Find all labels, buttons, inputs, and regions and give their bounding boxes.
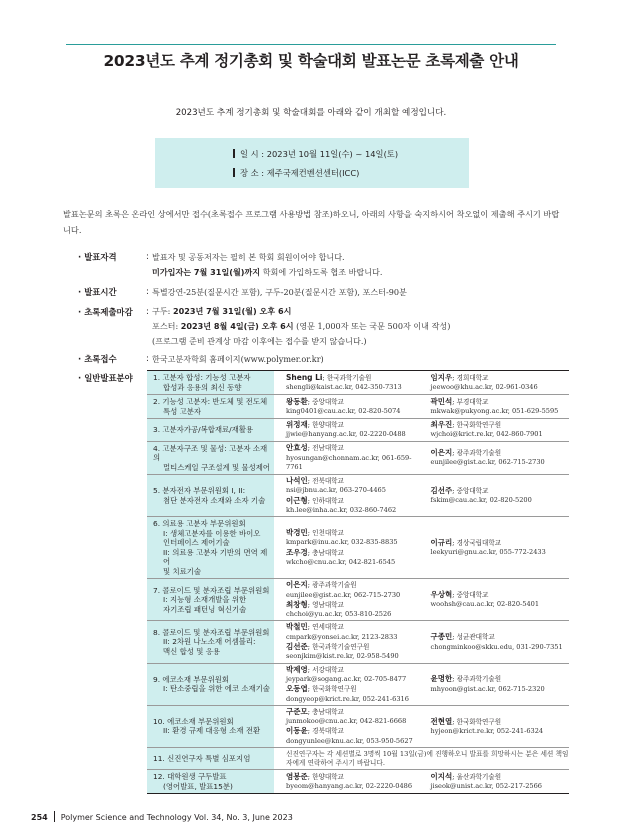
organizer-name: 염봉준 <box>286 771 308 781</box>
session-category <box>147 442 274 475</box>
organizer: 염봉준; 한양대학교 byeom@hanyang.ac.kr, 02-2220-0486 <box>286 772 425 792</box>
organizer-name: 조우경 <box>286 547 308 557</box>
session-category-line: 멀티스케일 구조설계 및 물성제어 <box>163 462 271 472</box>
session-category-line: 1. 고분자 합성: 기능성 고분자 <box>153 373 251 382</box>
table-row <box>147 748 569 770</box>
deadline-line2: 포스터: 2023년 8월 4일(금) 오후 6시 (영문 1,000자 또는 국문 500자 이내 작성) <box>152 321 451 331</box>
organizer-cell <box>425 770 570 793</box>
organizer-name: 김선주 <box>430 485 453 495</box>
organizer-name: 구종민 <box>430 632 453 642</box>
organizer-name: 윤명한 <box>430 674 453 684</box>
session-category-line: 첨단 분자전자 소재와 소자 기술 <box>163 495 266 505</box>
organizer-name: 나석인 <box>286 476 308 486</box>
organizer-affiliation: 한양대학교 <box>312 421 344 429</box>
organizer-affiliation: 경희대학교 <box>456 373 489 382</box>
session-note: 신진연구자는 각 세션별로 3명씩 10월 13일(금)에 진행하오니 발표를 희망하시는 분은 세션 책임자에게 연락하여 주시기 바랍니다. <box>286 750 569 767</box>
organizer-contact: nsi@jbnu.ac.kr, 063-270-4465 <box>286 486 386 495</box>
organizer-affiliation: 연세대학교 <box>312 623 344 632</box>
session-category <box>147 419 274 441</box>
organizer-contact: woohsh@cau.ac.kr, 02-820-5401 <box>430 600 540 609</box>
colon: : <box>146 353 149 363</box>
organizer-affiliation: 성균관대학교 <box>456 633 495 642</box>
organizer-contact: mkwak@pukyong.ac.kr, 051-629-5595 <box>430 407 559 415</box>
session-category-line: II: 환경 규제 대응형 소재 전환 <box>163 726 261 736</box>
organizer-contact: seonjkim@kist.re.kr, 02-958-5490 <box>286 652 399 661</box>
organizer-contact: kmpark@inu.ac.kr, 032-835-8835 <box>286 538 398 547</box>
organizer-affiliation: 중앙대학교 <box>456 486 489 495</box>
organizer: 박철민; 연세대학교 cmpark@yonsei.ac.kr, 2123-2833 <box>286 622 425 642</box>
organizer-contact: chchoi@yu.ac.kr, 053-810-2526 <box>286 610 392 619</box>
session-category-line: 인터페이스 제어기술 <box>163 538 230 548</box>
table-row <box>147 706 569 748</box>
table-row <box>147 621 569 663</box>
organizer-affiliation: 영남대학교 <box>312 600 344 609</box>
footer-divider <box>54 811 55 822</box>
organizer-cell <box>425 664 570 705</box>
organizer-name: Sheng Li <box>286 372 323 382</box>
organizer: 박제영; 서강대학교 jeypark@sogang.ac.kr, 02-705-8477 <box>286 665 425 685</box>
submission-label: · 초록접수 <box>78 354 117 364</box>
organizer-cell <box>274 706 425 747</box>
organizer-contact: kh.lee@inha.ac.kr, 032-860-7462 <box>286 505 397 514</box>
title-top-rule <box>66 44 556 45</box>
qualification-line1: 발표자 및 공동저자는 필히 본 학회 회원이어야 합니다. <box>152 252 345 262</box>
session-category <box>147 579 274 620</box>
organizer-affiliation: 부경대학교 <box>456 397 489 406</box>
organizer-cell <box>274 371 425 394</box>
organizer-name: 이은지 <box>286 580 308 590</box>
session-category <box>147 706 274 747</box>
organizer-contact: jjwie@hanyang.ac.kr, 02-2220-0488 <box>286 430 406 439</box>
organizer-affiliation: 한국화학연구원 <box>456 717 502 726</box>
session-category <box>147 748 274 769</box>
organizer-cell <box>425 706 570 747</box>
table-row <box>147 664 569 706</box>
organizer: Sheng Li; 한국과학기술원 shengli@kaist.ac.kr, 042-350-7313 <box>286 373 425 393</box>
organizer-affiliation: 중앙대학교 <box>456 591 489 600</box>
organizer-affiliation: 한국화학연구원 <box>312 685 357 694</box>
organizer-contact: shengli@kaist.ac.kr, 042-350-7313 <box>286 383 402 391</box>
event-date-row <box>233 148 398 160</box>
table-row <box>147 419 569 442</box>
organizer-affiliation: 한양대학교 <box>312 772 344 781</box>
organizer-contact: jeypark@sogang.ac.kr, 02-705-8477 <box>286 674 407 683</box>
organizer: 이근형; 인하대학교 kh.lee@inha.ac.kr, 032-860-7462 <box>286 496 425 516</box>
organizer: 나석인; 전북대학교 nsi@jbnu.ac.kr, 063-270-4465 <box>286 476 425 496</box>
session-category-line: 2. 기능성 고분자: 반도체 및 전도체 <box>153 397 268 406</box>
session-category-line: II: 2차원 나노소재 어셈블리: <box>163 637 256 647</box>
session-category-line: 맥신 합성 및 응용 <box>163 646 221 656</box>
organizer-contact: dongyunlee@knu.ac.kr, 053-950-5627 <box>286 736 413 745</box>
organizer: 윤명한; 광주과학기술원 mhyoon@gist.ac.kr, 062-715-2320 <box>431 674 570 694</box>
organizer-name: 박경민 <box>286 528 308 538</box>
session-category-line: I: 지능형 소재개발을 위한 <box>163 595 247 605</box>
colon: : <box>146 251 149 261</box>
session-category-line: I: 생체고분자를 이용한 바이오 <box>163 528 261 538</box>
organizer-affiliation: 충남대학교 <box>312 707 344 716</box>
organizer-name: 이규리 <box>430 537 453 547</box>
organizer-contact: jeewoo@khu.ac.kr, 02-961-0346 <box>430 383 538 391</box>
organizer-cell <box>425 442 570 475</box>
organizer-name: 박철민 <box>286 622 308 632</box>
organizer: 곽민석; 부경대학교 mkwak@pukyong.ac.kr, 051-629-5595 <box>431 397 570 417</box>
organizer-contact: chongminkoo@skku.edu, 031-290-7351 <box>430 642 563 651</box>
organizer-affiliation: 경상국립대학교 <box>456 538 502 547</box>
organizer-cell <box>425 395 570 418</box>
table-row <box>147 517 569 579</box>
organizer-cell <box>425 621 570 662</box>
session-category-line: 합성과 응용의 최신 동향 <box>163 382 242 392</box>
event-date: 일 시 : 2023년 10월 11일(수) ~ 14일(토) <box>240 149 399 159</box>
organizer-affiliation: 충남대학교 <box>312 548 344 557</box>
session-category-line: II: 의료용 고분자 기반의 면역 제어 <box>163 547 268 567</box>
session-category-line: 9. 에코소재 부문위원회 <box>153 674 230 684</box>
time-label: · 발표시간 <box>78 287 117 297</box>
organizer-cell <box>425 579 570 620</box>
session-category-line: 10. 에코소재 부문위원회 <box>153 716 234 726</box>
colon: : <box>146 286 149 296</box>
session-category-line: 11. 신진연구자 특별 심포지엄 <box>153 753 251 763</box>
session-category <box>147 517 274 578</box>
organizer-name: 전현열 <box>430 716 453 726</box>
time-line1: 특별강연-25분(질문시간 포함), 구두-20분(질문시간 포함), 포스터-90분 <box>152 287 407 297</box>
organizer: 임지우; 경희대학교 jeewoo@khu.ac.kr, 02-961-0346 <box>431 373 570 393</box>
organizer-contact: king0401@cau.ac.kr, 02-820-5074 <box>286 407 401 415</box>
organizer-cell <box>274 770 425 793</box>
organizer-contact: wkcho@cnu.ac.kr, 042-821-6545 <box>286 558 396 567</box>
organizer-affiliation: 서강대학교 <box>312 665 344 674</box>
organizer-name: 최창형 <box>286 599 308 609</box>
session-category-line: 자기조립 패턴닝 혁신기술 <box>163 604 247 614</box>
organizer-affiliation: 전북대학교 <box>312 477 344 486</box>
table-row <box>147 770 569 793</box>
session-category-line: I: 탄소중립을 위한 에코 소재기술 <box>163 684 270 694</box>
intro-text: 2023년도 추계 정기총회 및 학술대회를 아래와 같이 개최할 예정입니다. <box>175 108 447 118</box>
organizer: 안효성; 전남대학교 hyosungan@chonnam.ac.kr, 061-659-7761 <box>286 443 425 472</box>
organizer-name: 김선준 <box>286 642 308 652</box>
organizer-contact: byeom@hanyang.ac.kr, 02-2220-0486 <box>286 782 413 791</box>
colon: : <box>146 306 149 316</box>
organizer: 김선준; 한국과학기술연구원 seonjkim@kist.re.kr, 02-958-5490 <box>286 642 425 662</box>
session-category-line: 6. 의료용 고분자 부문위원회 <box>153 519 246 529</box>
organizer: 오동엽; 한국화학연구원 dongyeop@krict.re.kr, 052-241-6316 <box>286 684 425 704</box>
organizer-name: 이지석 <box>430 771 453 781</box>
organizer-contact: wjchoi@krict.re.kr, 042-860-7901 <box>430 430 543 439</box>
organizer: 이지석; 울산과학기술원 jiseok@unist.ac.kr, 052-217-2566 <box>431 772 570 792</box>
session-category <box>147 475 274 516</box>
organizer-cell <box>274 475 425 516</box>
page-number: 254 <box>31 813 48 822</box>
organizer-cell <box>274 579 425 620</box>
organizer-name: 박제영 <box>286 664 308 674</box>
session-category <box>147 664 274 705</box>
organizer-name: 구준모 <box>286 706 308 716</box>
organizer-affiliation: 전남대학교 <box>312 444 344 453</box>
page-title: 2023년도 추계 정기총회 및 학술대회 발표논문 초록제출 안내 <box>103 52 519 70</box>
organizer: 박경민; 인천대학교 kmpark@inu.ac.kr, 032-835-8835 <box>286 528 425 548</box>
organizer-affiliation: 한국화학연구원 <box>456 421 502 429</box>
organizer-cell <box>425 517 570 578</box>
deadline-label: · 초록제출마감 <box>78 307 133 317</box>
organizer-affiliation: 광주과학기술원 <box>456 449 502 458</box>
organizer: 이규리; 경상국립대학교 leekyuri@gnu.ac.kr, 055-772-2433 <box>431 538 570 558</box>
organizer: 조우경; 충남대학교 wkcho@cnu.ac.kr, 042-821-6545 <box>286 548 425 568</box>
organizer: 위정재; 한양대학교 jjwie@hanyang.ac.kr, 02-2220-0488 <box>286 420 425 440</box>
table-row <box>147 475 569 517</box>
organizer-contact: eunjilee@gist.ac.kr, 062-715-2730 <box>286 590 401 599</box>
organizer-name: 오동엽 <box>286 684 308 694</box>
organizer-name: 이동윤 <box>286 726 308 736</box>
deadline-line1: 구두: 2023년 7월 31일(월) 오후 6시 <box>152 306 292 316</box>
organizer-cell <box>274 664 425 705</box>
organizer-affiliation: 울산과학기술원 <box>456 772 502 781</box>
organizer-name: 왕동환 <box>286 396 308 406</box>
event-info-box <box>155 138 469 188</box>
organizer-contact: mhyoon@gist.ac.kr, 062-715-2320 <box>430 684 545 693</box>
organizer-affiliation: 중앙대학교 <box>312 397 344 406</box>
organizer: 최창형; 영남대학교 chchoi@yu.ac.kr, 053-810-2526 <box>286 600 425 620</box>
organizer-contact: hyjeon@krict.re.kr, 052-241-6324 <box>430 726 544 735</box>
event-venue-row <box>233 167 359 179</box>
organizer-name: 이근형 <box>286 495 308 505</box>
table-row <box>147 442 569 476</box>
session-category <box>147 770 274 793</box>
organizer-contact: hyosungan@chonnam.ac.kr, 061-659-7761 <box>286 453 412 471</box>
organizer: 구종민; 성균관대학교 chongminkoo@skku.edu, 031-290-7351 <box>431 632 570 652</box>
session-category <box>147 371 274 394</box>
organizer-cell <box>425 475 570 516</box>
organizer: 이은지; 광주과학기술원 eunjilee@gist.ac.kr, 062-715-2730 <box>286 580 425 600</box>
session-category-line: 7. 콜로이드 및 분자조립 부문위원회 <box>153 585 270 595</box>
organizer-affiliation: 광주과학기술원 <box>456 675 502 684</box>
table-row <box>147 371 569 395</box>
organizer-affiliation: 경북대학교 <box>312 727 344 736</box>
organizer: 이동윤; 경북대학교 dongyunlee@knu.ac.kr, 053-950-5627 <box>286 726 425 746</box>
organizer-cell <box>274 442 425 475</box>
journal-info: Polymer Science and Technology Vol. 34, No. 3, June 2023 <box>60 813 293 822</box>
organizer-name: 위정재 <box>286 420 308 429</box>
session-table <box>147 370 569 794</box>
organizer-contact: dongyeop@krict.re.kr, 052-241-6316 <box>286 694 409 703</box>
session-category-line: 8. 콜로이드 및 분자조립 부문위원회 <box>153 627 270 637</box>
organizer: 최우진; 한국화학연구원 wjchoi@krict.re.kr, 042-860-7901 <box>431 420 570 440</box>
organizer-contact: cmpark@yonsei.ac.kr, 2123-2833 <box>286 632 398 641</box>
qualification-line2: 미가입자는 7월 31일(월)까지 학회에 가입하도록 협조 바랍니다. <box>152 267 383 277</box>
organizer-contact: junmokoo@cnu.ac.kr, 042-821-6668 <box>286 717 407 726</box>
table-row <box>147 395 569 419</box>
session-category <box>147 621 274 662</box>
organizer-name: 임지우 <box>430 372 453 382</box>
organizer-name: 곽민석 <box>430 396 453 406</box>
organizer-contact: fskim@cau.ac.kr, 02-820-5200 <box>430 496 532 505</box>
event-venue: 장 소 : 제주국제컨벤션센터(ICC) <box>240 168 360 178</box>
organizer-name: 안효성 <box>286 443 308 453</box>
organizer-contact: leekyuri@gnu.ac.kr, 055-772-2433 <box>430 548 546 557</box>
organizer: 김선주; 중앙대학교 fskim@cau.ac.kr, 02-820-5200 <box>431 486 570 506</box>
organizer-contact: jiseok@unist.ac.kr, 052-217-2566 <box>430 782 542 791</box>
organizer-affiliation: 인천대학교 <box>312 529 344 538</box>
organizer-affiliation: 한국과학기술연구원 <box>312 643 370 652</box>
qualification-label: · 발표자격 <box>78 252 117 262</box>
organizer-name: 이은지 <box>430 448 453 458</box>
session-category-line: 5. 분자전자 부문위원회 I, II: <box>153 486 246 496</box>
organizer-cell <box>425 419 570 441</box>
organizer-cell <box>274 419 425 441</box>
organizer: 이은지; 광주과학기술원 eunjilee@gist.ac.kr, 062-715-2730 <box>431 448 570 468</box>
organizer: 우상혁; 중앙대학교 woohsh@cau.ac.kr, 02-820-5401 <box>431 590 570 610</box>
general-label: · 일반발표분야 <box>78 373 133 383</box>
organizer-name: 최우진 <box>430 420 453 429</box>
organizer-cell <box>274 517 425 578</box>
instructions-paragraph: 발표논문의 초록은 온라인 상에서만 접수(초록접수 프로그램 사용방법 참조)하오니, 아래의 사항을 숙지하시어 착오없이 제출해 주시기 바랍니다. <box>63 209 560 235</box>
organizer-cell <box>274 621 425 662</box>
deadline-line3: (프로그램 준비 관계상 마감 이후에는 접수를 받지 않습니다.) <box>152 336 367 346</box>
organizer-affiliation: 한국과학기술원 <box>326 373 372 382</box>
session-category-line: 및 치료기술 <box>163 566 202 576</box>
submission-line1: 한국고분자학회 홈페이지(www.polymer.or.kr) <box>152 354 324 364</box>
session-category-line: (영어발표, 발표15분) <box>163 781 233 791</box>
session-category-line: 3. 고분자가공/복합재료/재활용 <box>153 425 254 435</box>
organizer-cell <box>425 371 570 394</box>
session-category <box>147 395 274 418</box>
organizer: 구준모; 충남대학교 junmokoo@cnu.ac.kr, 042-821-6668 <box>286 707 425 727</box>
organizer-affiliation: 인하대학교 <box>312 496 344 505</box>
bullet-bar-icon <box>233 168 235 177</box>
page-footer <box>31 811 293 822</box>
organizer-contact: eunjilee@gist.ac.kr, 062-715-2730 <box>430 458 545 467</box>
session-category-line: 특성 고분자 <box>163 406 202 416</box>
organizer-name: 우상혁 <box>430 590 453 600</box>
organizer-affiliation: 광주과학기술원 <box>312 581 357 590</box>
table-row <box>147 579 569 621</box>
organizer-cell <box>274 395 425 418</box>
organizer: 전현열; 한국화학연구원 hyjeon@krict.re.kr, 052-241-6324 <box>431 717 570 737</box>
bullet-bar-icon <box>233 149 235 158</box>
session-category-line: 4. 고분자구조 및 물성: 고분자 소재의 <box>153 443 268 463</box>
session-category-line: 12. 대학원생 구두발표 <box>153 772 227 782</box>
organizer: 왕동환; 중앙대학교 king0401@cau.ac.kr, 02-820-5074 <box>286 397 425 417</box>
